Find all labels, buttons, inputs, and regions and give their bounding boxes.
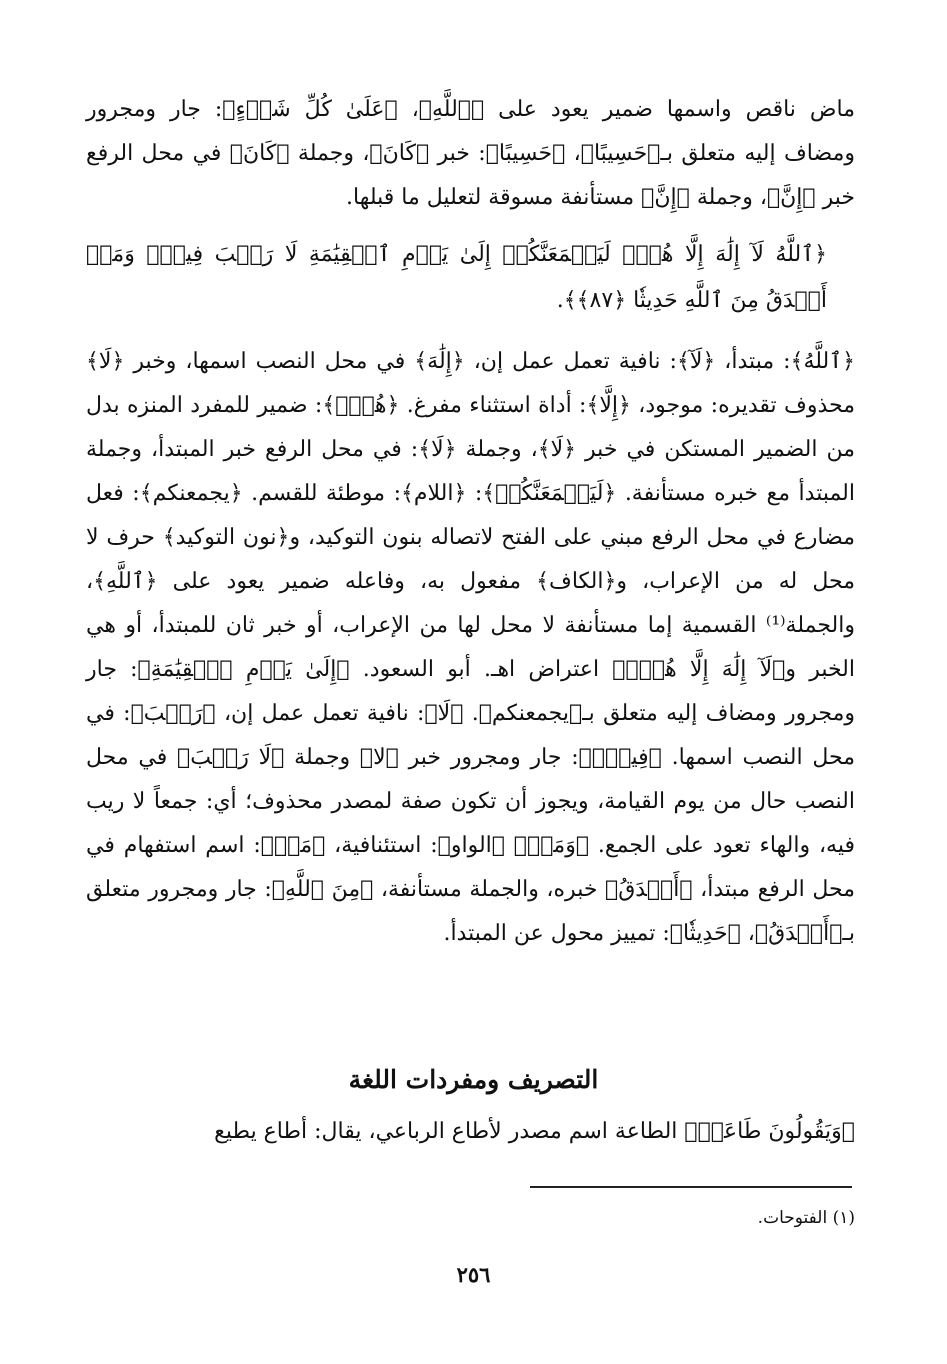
footnote-divider: [530, 1186, 852, 1188]
verse-text: ﴿ٱللَّهُ لَآ إِلَٰهَ إِلَّا هُوَۚ لَيَجۡمَعَنَّكُمۡ إِلَىٰ يَوۡمِ ٱلۡقِيَٰمَةِ لَا رَيۡبَ فِيهِۗ وَمَنۡ أَصۡدَقُ مِنَ ٱللَّهِ حَدِيثٗا ﴿٨٧﴾﴾.: [86, 242, 827, 313]
paragraph-text: ﴿ٱللَّهُ﴾: مبتدأ، ﴿لَآ﴾: نافية تعمل عمل إن، ﴿إِلَٰهَ﴾ في محل النصب اسمها، وخبر ﴿لَا﴾ محذوف تقديره: موجود، ﴿إِلَّا﴾: أداة استثناء مفرغ. ﴿هُوَۚ﴾: ضمير للمفرد المنزه بدل من الضمير المستكن في خبر ﴿لَا﴾، وجملة ﴿لَا﴾: في محل الرفع خبر المبتدأ، وجملة المبتدأ مع خبره مستأنفة. ﴿لَيَجۡمَعَنَّكُمۡ﴾: ﴿اللام﴾: موطئة للقسم. ﴿يجمعنكم﴾: فعل مضارع في محل الرفع مبني على الفتح لاتصاله بنون التوكيد، و﴿نون التوكيد﴾ حرف لا محل له من الإعراب، و﴿الكاف﴾ مفعول به، وفاعله ضمير يعود على ﴿ٱللَّهِ﴾، والجملة⁽¹⁾ القسمية إما مستأنفة لا محل لها من الإعراب، أو خبر ثان للمبتدأ، أو هي الخبر و﴿لَآ إِلَٰهَ إِلَّا هُوَۚ﴾ اعتراض اهـ. أبو السعود. ﴿إِلَىٰ يَوۡمِ ٱلۡقِيَٰمَةِ﴾: جار ومجرور ومضاف إليه متعلق بـ﴿يجمعنكم﴾. ﴿لَا﴾: نافية تعمل عمل إن، ﴿رَيۡبَ﴾: في محل النصب اسمها. ﴿فِيهِۗ﴾: جار ومجرور خبر ﴿لا﴾ وجملة ﴿لَا رَيۡبَ﴾ في محل النصب حال من يوم القيامة، ويجوز أن تكون صفة لمصدر محذوف؛ أي: جمعاً لا ريب فيه، والهاء تعود على الجمع. ﴿وَمَنۡ﴾ ﴿الواو﴾: استئنافية، ﴿مَنۡ﴾: اسم استفهام في محل الرفع مبتدأ، ﴿أَصۡدَقُ﴾ خبره، والجملة مستأنفة، ﴿مِنَ ٱللَّهِ﴾: جار ومجرور متعلق بـ﴿أَصۡدَقُ﴾، ﴿حَدِيثٗا﴾: تمييز محول عن المبتدأ.: [86, 349, 856, 946]
body-paragraph: [86, 340, 855, 956]
paragraph-text: ماض ناقص واسمها ضمير يعود على ﴿ٱللَّهِ﴾، ﴿عَلَىٰ كُلِّ شَيۡءٍ﴾: جار ومجرور ومضاف إليه متعلق بـ﴿حَسِيبًا﴾، ﴿حَسِيبًا﴾: خبر ﴿كَانَ﴾، وجملة ﴿كَانَ﴾ في محل الرفع خبر ﴿إِنَّ﴾، وجملة ﴿إِنَّ﴾ مستأنفة مسوقة لتعليل ما قبلها.: [86, 97, 855, 210]
section-heading: التصريف ومفردات اللغة: [348, 1065, 599, 1094]
body-paragraph: [86, 1110, 855, 1154]
page-number: ٢٥٦: [456, 1262, 491, 1287]
paragraph-text: ﴿وَيَقُولُونَ طَاعَةٞ﴾ الطاعة اسم مصدر لأطاع الرباعي، يقال: أطاع يطيع: [214, 1119, 855, 1144]
footnote: (١) الفتوحات.: [757, 1208, 855, 1228]
quran-verse: [86, 232, 855, 324]
body-paragraph: [86, 88, 855, 220]
